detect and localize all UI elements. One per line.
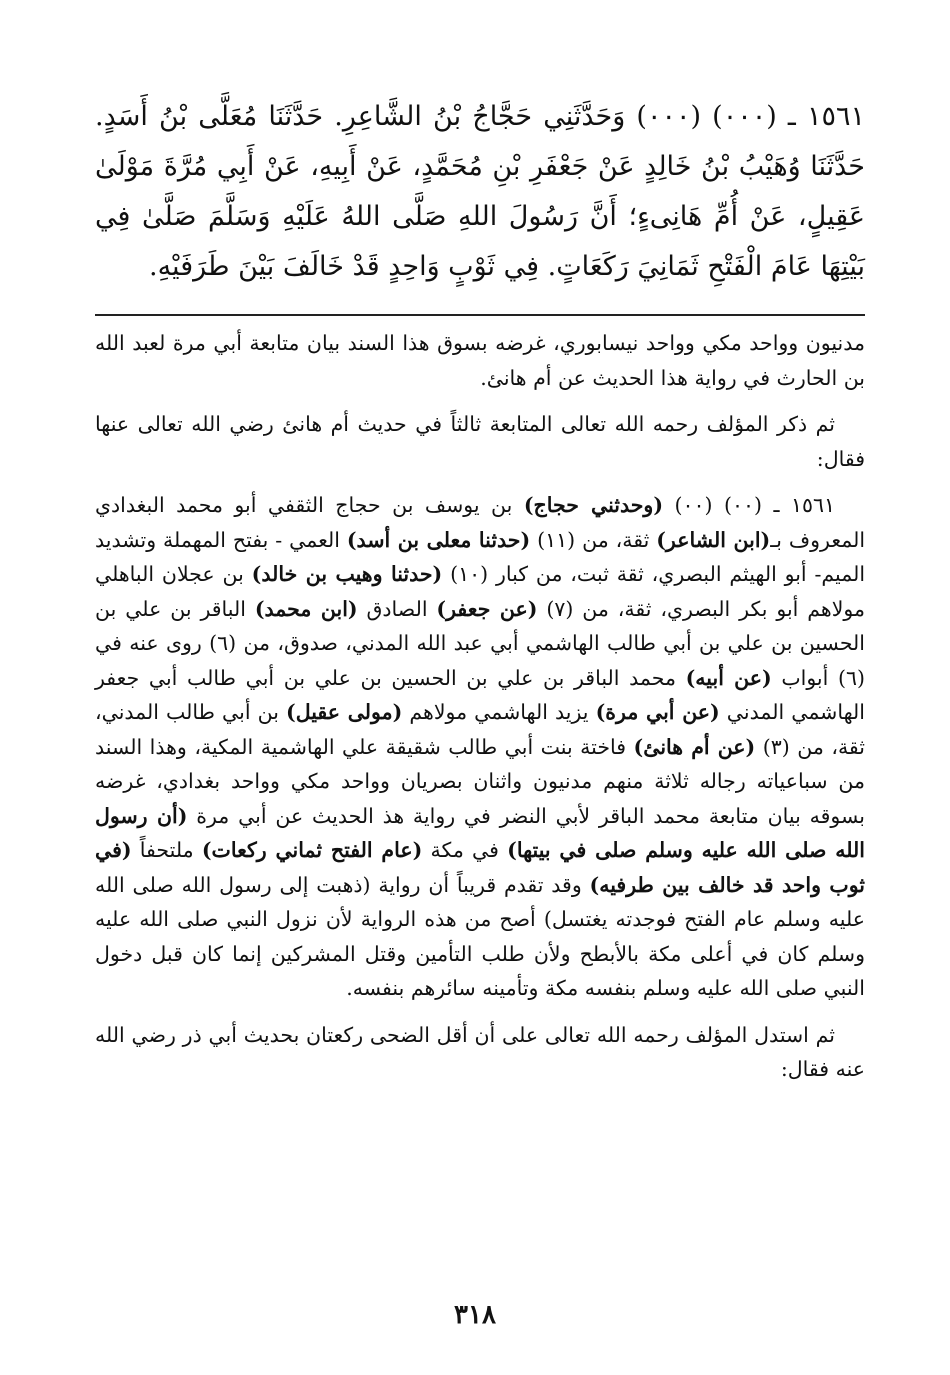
narrator-quote: (عن جعفر)	[436, 596, 538, 621]
narrator-quote: (حدثنا معلى بن أسد)	[346, 527, 531, 552]
commentary-text: بن يوسف بن حجاج الثقفي أبو محمد البغدادي المعروف بـ	[95, 493, 866, 552]
commentary-text: ثقة، من (١١)	[530, 527, 657, 552]
narrator-quote: (في ثوب واحد قد خالف بين طرفيه)	[95, 838, 865, 897]
commentary-text: ١٥٦١ ـ (٠٠) (٠٠)	[663, 493, 836, 517]
commentary-text: محمد الباقر بن علي بن الحسين بن علي بن أبي طالب أبي جعفر الهاشمي المدني	[95, 665, 865, 724]
narrator-quote: (مولى عقيل)	[286, 700, 403, 724]
commentary-text: يزيد الهاشمي مولاهم	[402, 700, 596, 724]
footnote-separator	[95, 314, 865, 316]
page-body	[95, 92, 865, 1099]
hadith-text: ١٥٦١ ـ (٠٠٠) (٠٠٠) وَحَدَّثَنِي حَجَّاجُ بْنُ الشَّاعِرِ. حَدَّثَنَا مُعَلَّى بْنُ أَسَدٍ. حَدَّثَنَا وُهَيْبُ بْنُ خَالِدٍ عَنْ جَعْفَرِ بْنِ مُحَمَّدٍ، عَنْ أَبِيهِ، عَنْ أَبِي مُرَّةَ مَوْلَىٰ عَقِيلٍ، عَنْ أُمِّ هَانِىءٍ؛ أَنَّ رَسُولَ اللهِ صَلَّى اللهُ عَلَيْهِ وَسَلَّمَ صَلَّىٰ فِي بَيْتِهَا عَامَ الْفَتْحِ ثَمَانِيَ رَكَعَاتٍ. فِي ثَوْبٍ وَاحِدٍ قَدْ خَالَفَ بَيْنَ طَرَفَيْهِ.	[95, 101, 866, 282]
narrator-quote: (أن رسول الله صلى الله عليه وسلم صلى في بيتها)	[95, 803, 865, 862]
narrator-quote: (ابن محمد)	[254, 596, 358, 621]
narrator-quote: (حدثنا وهيب بن خالد)	[251, 562, 443, 586]
commentary-paragraph-2: ثم ذكر المؤلف رحمه الله تعالى المتابعة ثالثاً في حديث أم هانئ رضي الله تعالى عنها فقال:	[95, 412, 865, 471]
commentary-paragraph-1: مدنيون وواحد مكي وواحد نيسابوري، غرضه بسوق هذا السند بيان متابعة أبي مرة لعبد الله بن الحارث في رواية هذا الحديث عن أم هانئ.	[95, 331, 865, 390]
commentary-text: بن أبي طالب المدني، ثقة، من (٣)	[95, 700, 866, 759]
commentary-text: فاختة بنت أبي طالب شقيقة علي الهاشمية المكية، وهذا السند من سباعياته رجاله ثلاثة منهم مدنيون واثنان بصريان وواحد مكي وواحد بغدادي، غرضه بسوقه بيان متابعة محمد الباقر لأبي النضر في رواية هذ الحديث عن أبي مرة	[95, 734, 865, 828]
commentary-paragraph-4: ثم استدل المؤلف رحمه الله تعالى على أن أقل الضحى ركعتان بحديث أبي ذر رضي الله عنه فقال:	[95, 1022, 865, 1081]
commentary-text: وقد تقدم قريباً أن رواية (ذهبت إلى رسول الله صلى الله عليه وسلم عام الفتح فوجدته يغتسل) أصح من هذه الرواية لأن نزول النبي صلى الله عليه وسلم كان في أعلى مكة بالأبطح ولأن طلب التأمين وقتل المشركين إنما كان قبل دخول النبي صلى الله عليه وسلم بنفسه مكة وتأمينه سائرهم بنفسه.	[95, 872, 865, 1000]
narrator-quote: (عام الفتح ثماني ركعات)	[201, 838, 423, 862]
narrator-quote: (عن أم هانئ)	[633, 734, 756, 759]
commentary-text: العمي - بفتح المهملة وتشديد الميم- أبو الهيثم البصري، ثقة ثبت، من كبار (١٠)	[95, 527, 866, 586]
page-number: ٣١٨	[454, 1300, 496, 1330]
commentary-text: بن عجلان الباهلي مولاهم أبو بكر البصري، ثقة، من (٧)	[95, 562, 865, 621]
commentary-text: في مكة	[422, 838, 508, 862]
narrator-quote: (وحدثني حجاج)	[523, 493, 664, 517]
narrator-quote: (ابن الشاعر)	[656, 527, 771, 552]
commentary-text: الصادق	[357, 596, 437, 621]
commentary	[95, 326, 865, 1087]
narrator-quote: (عن أبي مرة)	[595, 700, 720, 724]
narrator-quote: (عن أبيه)	[685, 665, 772, 690]
commentary-text: ملتحفاً	[131, 838, 202, 862]
commentary-text: الباقر بن علي بن الحسين بن علي بن أبي طالب الهاشمي أبي عبد الله المدني، صدوق، من (٦) روى عنه في (٦) أبواب	[95, 596, 865, 690]
commentary-paragraph-3	[95, 488, 865, 1006]
